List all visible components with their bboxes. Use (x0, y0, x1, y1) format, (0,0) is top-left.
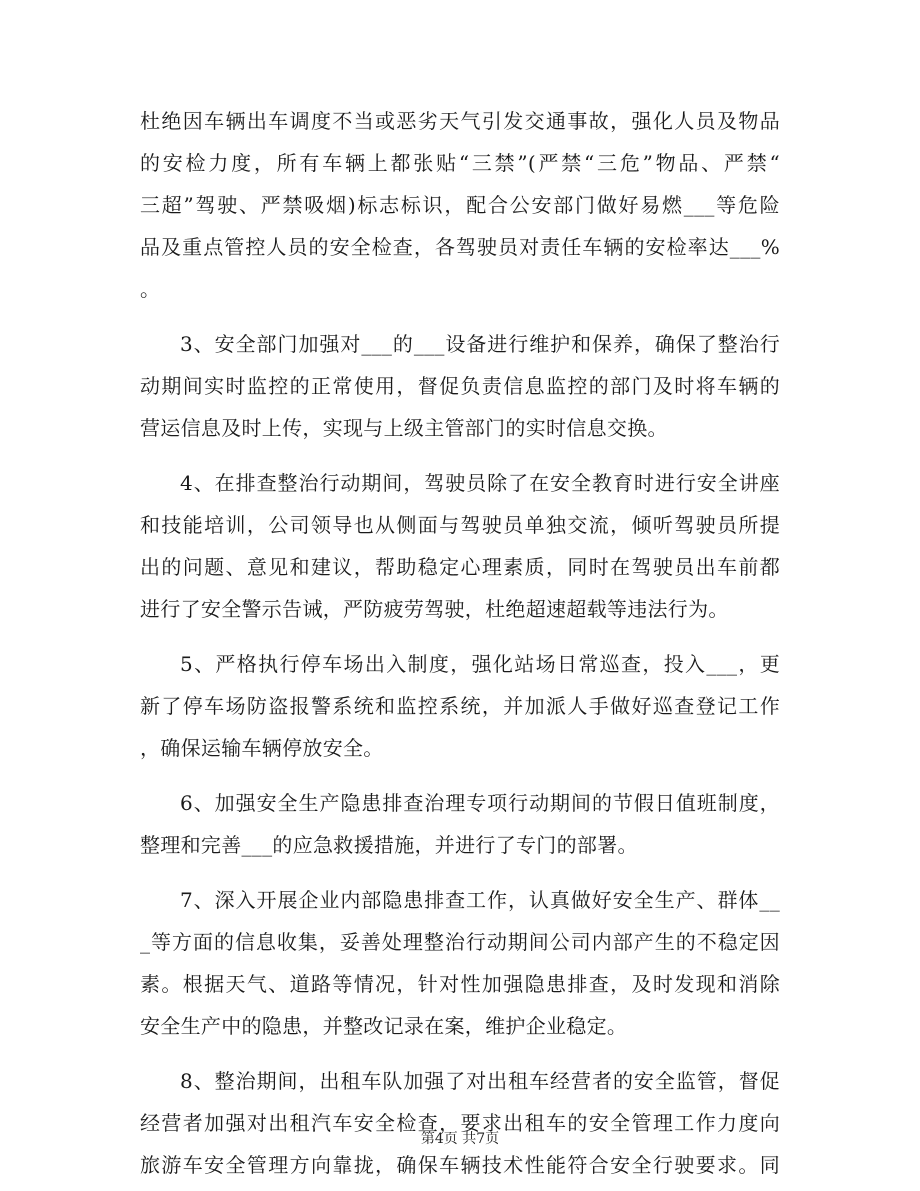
text-line: 的安检力度，所有车辆上都张贴“三禁”(严禁“三危”物品、严禁“ (140, 151, 780, 175)
document-body (140, 100, 780, 1186)
text-line: 6、加强安全生产隐患排查治理专项行动期间的节假日值班制度， (180, 791, 780, 815)
page-number: 第4页 共7页 (420, 1131, 500, 1147)
paragraph (140, 879, 780, 1047)
paragraph (140, 100, 780, 310)
paragraph (140, 1060, 780, 1186)
text-line: 进行了安全警示告诫，严防疲劳驾驶，杜绝超速超载等违法行为。 (140, 597, 729, 621)
paragraph (140, 782, 780, 866)
text-line: 安全生产中的隐患，并整改记录在案，维护企业稳定。 (140, 1014, 628, 1038)
text-line: 5、严格执行停车场出入制度，强化站场日常巡查，投入___，更 (180, 652, 780, 676)
text-line: 7、深入开展企业内部隐患排查工作，认真做好安全生产、群体__ (180, 888, 780, 912)
paragraph (140, 323, 780, 449)
text-line: 动期间实时监控的正常使用，督促负责信息监控的部门及时将车辆的 (140, 374, 780, 398)
paragraph (140, 462, 780, 630)
text-line: 。 (140, 277, 161, 301)
text-line: 杜绝因车辆出车调度不当或恶劣天气引发交通事故，强化人员及物品 (140, 109, 780, 133)
text-line: 经营者加强对出租汽车安全检查，要求出租车的安全管理工作力度向 (140, 1111, 780, 1135)
text-line: ，确保运输车辆停放安全。 (140, 736, 384, 760)
text-line: 3、安全部门加强对___的___设备进行维护和保养，确保了整治行 (180, 332, 780, 356)
text-line: 和技能培训，公司领导也从侧面与驾驶员单独交流，倾听驾驶员所提 (140, 513, 780, 537)
text-line: 新了停车场防盗报警系统和监控系统，并加派人手做好巡查登记工作 (140, 694, 780, 718)
text-line: 品及重点管控人员的安全检查，各驾驶员对责任车辆的安检率达___% (140, 235, 780, 259)
text-line: 出的问题、意见和建议，帮助稳定心理素质，同时在驾驶员出车前都 (140, 555, 780, 579)
text-line: 三超”驾驶、严禁吸烟)标志标识，配合公安部门做好易燃___等危险 (140, 193, 780, 217)
text-line: 营运信息及时上传，实现与上级主管部门的实时信息交换。 (140, 416, 668, 440)
text-line: 旅游车安全管理方向靠拢，确保车辆技术性能符合安全行驶要求。同 (140, 1153, 780, 1177)
text-line: 素。根据天气、道路等情况，针对性加强隐患排查，及时发现和消除 (140, 972, 780, 996)
text-line: 4、在排查整治行动期间，驾驶员除了在安全教育时进行安全讲座 (180, 471, 780, 495)
paragraph (140, 643, 780, 769)
text-line: 整理和完善___的应急救援措施，并进行了专门的部署。 (140, 833, 638, 857)
text-line: 8、整治期间，出租车队加强了对出租车经营者的安全监管，督促 (180, 1069, 780, 1093)
text-line: _等方面的信息收集，妥善处理整治行动期间公司内部产生的不稳定因 (140, 930, 780, 954)
